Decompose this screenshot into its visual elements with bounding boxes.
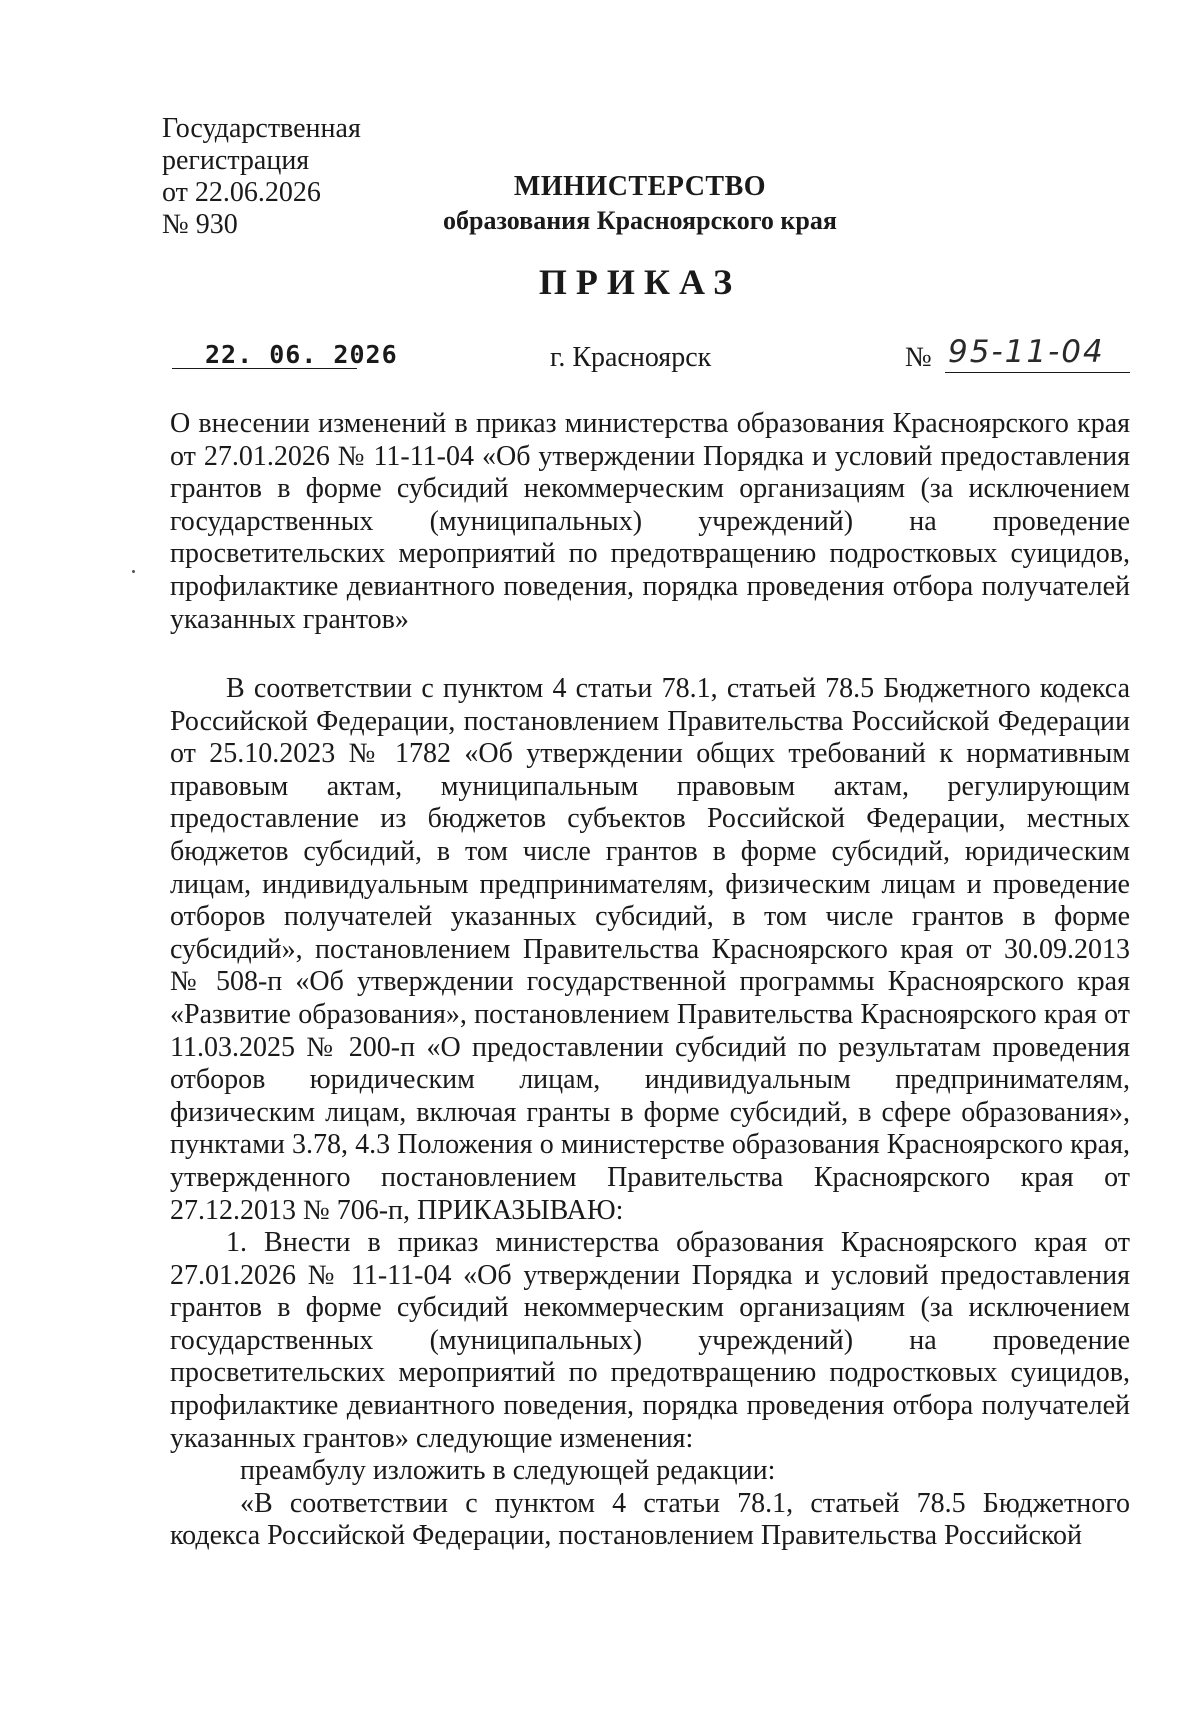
order-date: 22. 06. 2026 — [205, 340, 398, 369]
scan-dot — [132, 570, 135, 573]
item-1-sub-paragraph: преамбулу изложить в следующей редакции: — [240, 1455, 776, 1487]
registration-line: Государственная — [162, 113, 361, 144]
document-type-title: ПРИКАЗ — [538, 262, 742, 302]
order-number: 95-11-04 — [948, 334, 1105, 370]
order-subject — [170, 408, 1130, 636]
registration-date: от 22.06.2026 — [162, 177, 321, 208]
order-body — [170, 673, 1130, 1553]
number-underline — [945, 372, 1130, 373]
date-underline — [172, 368, 357, 369]
order-city: г. Красноярск — [550, 342, 712, 373]
ministry-header — [420, 170, 860, 238]
ministry-title: МИНИСТЕРСТВО — [513, 171, 767, 202]
registration-line: регистрация — [162, 145, 310, 176]
preamble-paragraph: В соответствии с пунктом 4 статьи 78.1, статьей 78.5 Бюджетного кодекса Российской Федерации, постановлением Правительства Российской Федерации от 25.10.2023 № 1782 «Об утверждении общих требований к нормативным правовым актам, муниципальным правовым актам, регулирующим предоставление из бюджетов субъектов Российской Федерации, местных бюджетов субсидий, в том числе грантов в форме субсидий, юридическим лицам, индивидуальным предпринимателям, физическим лицам и проведение отборов получателей указанных субсидий, в том числе грантов в форме субсидий», постановлением Правительства Красноярского края от 30.09.2013 № 508-п «Об утверждении государственной программы Красноярского края «Развитие образования», постановлением Правительства Красноярского края от 11.03.2025 № 200-п «О предоставлении субсидий по результатам проведения отборов юридическим лицам, индивидуальным предпринимателям, физическим лицам, включая гранты в форме субсидий, в сфере образования», пунктами 3.78, 4.3 Положения о министерстве образования Красноярского края, утвержденного постановлением Правительства Красноярского края от 27.12.2013 № 706-п, ПРИКАЗЫВАЮ: — [170, 673, 1130, 1226]
number-sign: № — [905, 342, 932, 373]
ministry-subtitle: образования Красноярского края — [443, 206, 837, 235]
quoted-preamble-start: «В соответствии с пунктом 4 статьи 78.1, статьей 78.5 Бюджетного кодекса Российской Федерации, постановлением Правительства Российской — [170, 1487, 1130, 1552]
item-1-paragraph: 1. Внести в приказ министерства образования Красноярского края от 27.01.2026 № 11-11-04 «Об утверждении Порядка и условий предоставления грантов в форме субсидий некоммерческим организациям (за исключением государственных (муниципальных) учреждений) на проведение просветительских мероприятий по предотвращению подростковых суицидов, профилактике девиантного поведения, порядка проведения отбора получателей указанных грантов» следующие изменения: — [170, 1227, 1130, 1454]
registration-number: № 930 — [162, 209, 238, 240]
registration-block — [162, 113, 361, 241]
subject-text: О внесении изменений в приказ министерства образования Красноярского края от 27.01.2026 № 11-11-04 «Об утверждении Порядка и условий предоставления грантов в форме субсидий некоммерческим организациям (за исключением государственных (муниципальных) учреждений) на проведение просветительских мероприятий по предотвращению подростковых суицидов, профилактике девиантного поведения, порядка проведения отбора получателей указанных грантов» — [170, 408, 1130, 635]
